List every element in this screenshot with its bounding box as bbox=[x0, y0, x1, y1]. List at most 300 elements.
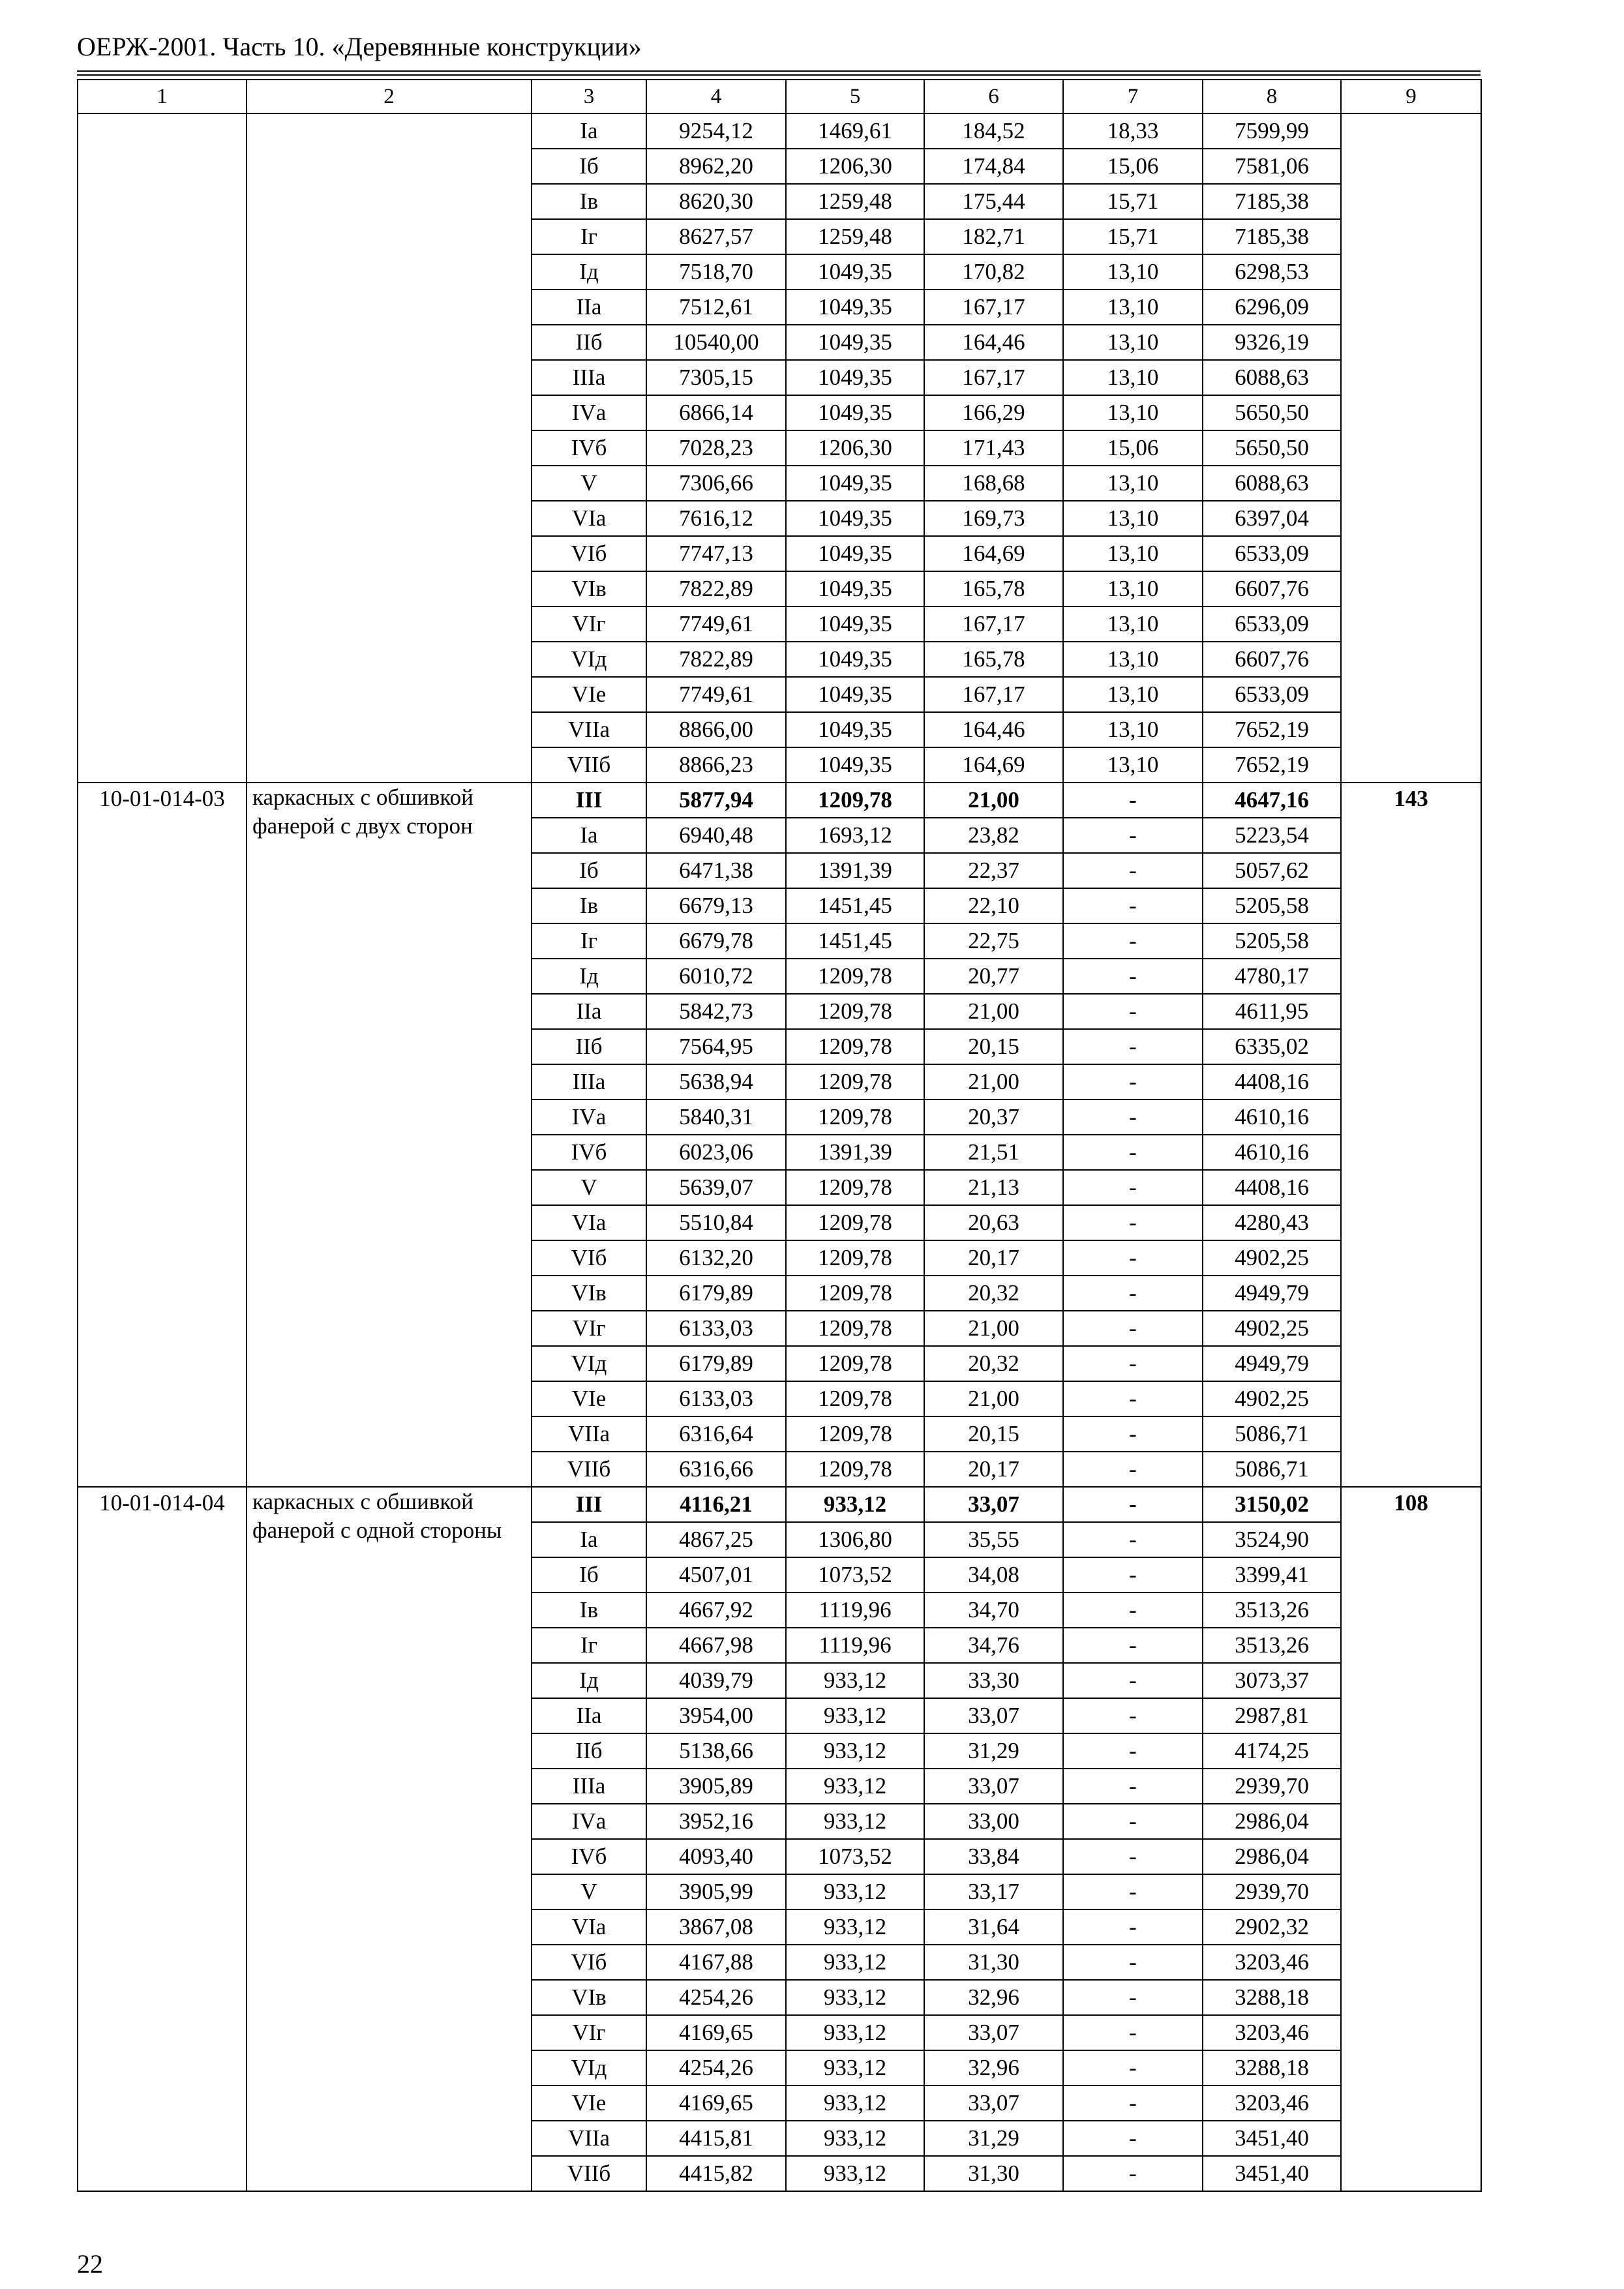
machine-cost-cell: 22,10 bbox=[924, 888, 1063, 923]
zone-cell: VIд bbox=[532, 642, 646, 677]
column-number-row bbox=[78, 80, 1481, 113]
materials-cell: 6296,09 bbox=[1203, 290, 1341, 325]
materials-cell: 7185,38 bbox=[1203, 219, 1341, 254]
machinist-wages-cell: - bbox=[1063, 1733, 1203, 1769]
total-cost-cell: 6133,03 bbox=[646, 1381, 786, 1416]
total-cost-cell: 8962,20 bbox=[646, 149, 786, 184]
machine-cost-cell: 31,30 bbox=[924, 1945, 1063, 1980]
machine-cost-cell: 182,71 bbox=[924, 219, 1063, 254]
total-cost-cell: 4093,40 bbox=[646, 1839, 786, 1874]
total-cost-cell: 5877,94 bbox=[646, 783, 786, 818]
machine-cost-cell: 20,63 bbox=[924, 1205, 1063, 1240]
total-cost-cell: 4254,26 bbox=[646, 2050, 786, 2086]
wages-cell: 1391,39 bbox=[786, 853, 924, 888]
total-cost-cell: 6132,20 bbox=[646, 1240, 786, 1276]
column-number: 5 bbox=[786, 80, 924, 113]
zone-cell: VIв bbox=[532, 571, 646, 606]
materials-cell: 3451,40 bbox=[1203, 2156, 1341, 2191]
zone-cell: V bbox=[532, 1170, 646, 1205]
zone-cell: IVа bbox=[532, 1804, 646, 1839]
zone-cell: VIIа bbox=[532, 712, 646, 747]
wages-cell: 933,12 bbox=[786, 1980, 924, 2015]
column-number: 8 bbox=[1203, 80, 1341, 113]
total-cost-cell: 6010,72 bbox=[646, 959, 786, 994]
machinist-wages-cell: - bbox=[1063, 1909, 1203, 1945]
machinist-wages-cell: - bbox=[1063, 1557, 1203, 1593]
zone-cell: IIб bbox=[532, 1029, 646, 1064]
wages-cell: 1049,35 bbox=[786, 360, 924, 395]
materials-cell: 2986,04 bbox=[1203, 1804, 1341, 1839]
machinist-wages-cell: 13,10 bbox=[1063, 290, 1203, 325]
materials-cell: 6533,09 bbox=[1203, 536, 1341, 571]
machinist-wages-cell: 13,10 bbox=[1063, 360, 1203, 395]
materials-cell: 3513,26 bbox=[1203, 1593, 1341, 1628]
total-cost-cell: 6179,89 bbox=[646, 1346, 786, 1381]
wages-cell: 933,12 bbox=[786, 1698, 924, 1733]
zone-cell: VIа bbox=[532, 1909, 646, 1945]
materials-cell: 2986,04 bbox=[1203, 1839, 1341, 1874]
machine-cost-cell: 165,78 bbox=[924, 642, 1063, 677]
wages-cell: 1209,78 bbox=[786, 1416, 924, 1452]
materials-cell: 9326,19 bbox=[1203, 325, 1341, 360]
price-table bbox=[77, 79, 1482, 2192]
total-cost-cell: 4667,98 bbox=[646, 1628, 786, 1663]
machinist-wages-cell: - bbox=[1063, 1663, 1203, 1698]
materials-cell: 3288,18 bbox=[1203, 2050, 1341, 2086]
machine-cost-cell: 164,46 bbox=[924, 712, 1063, 747]
wages-cell: 1049,35 bbox=[786, 606, 924, 642]
total-cost-cell: 3867,08 bbox=[646, 1909, 786, 1945]
zone-cell: Iа bbox=[532, 113, 646, 149]
materials-cell: 6533,09 bbox=[1203, 677, 1341, 712]
materials-cell: 7652,19 bbox=[1203, 712, 1341, 747]
zone-cell: Iб bbox=[532, 853, 646, 888]
machinist-wages-cell: - bbox=[1063, 1100, 1203, 1135]
machinist-wages-cell: - bbox=[1063, 888, 1203, 923]
table-body bbox=[78, 80, 1481, 2191]
materials-cell: 6533,09 bbox=[1203, 606, 1341, 642]
zone-cell: IIIа bbox=[532, 1064, 646, 1100]
machine-cost-cell: 33,00 bbox=[924, 1804, 1063, 1839]
table-row-base bbox=[78, 1487, 1481, 1522]
total-cost-cell: 5639,07 bbox=[646, 1170, 786, 1205]
total-cost-cell: 4415,81 bbox=[646, 2121, 786, 2156]
total-cost-cell: 7616,12 bbox=[646, 501, 786, 536]
machine-cost-cell: 20,37 bbox=[924, 1100, 1063, 1135]
total-cost-cell: 4415,82 bbox=[646, 2156, 786, 2191]
wages-cell: 1209,78 bbox=[786, 959, 924, 994]
materials-cell: 4610,16 bbox=[1203, 1135, 1341, 1170]
wages-cell: 1073,52 bbox=[786, 1839, 924, 1874]
wages-cell: 933,12 bbox=[786, 1874, 924, 1909]
zone-cell: Iд bbox=[532, 959, 646, 994]
total-cost-cell: 7822,89 bbox=[646, 571, 786, 606]
column-number: 2 bbox=[247, 80, 532, 113]
page-number: 22 bbox=[77, 2249, 103, 2279]
materials-cell: 4610,16 bbox=[1203, 1100, 1341, 1135]
wages-cell: 933,12 bbox=[786, 1909, 924, 1945]
machinist-wages-cell: - bbox=[1063, 1064, 1203, 1100]
zone-cell: VIа bbox=[532, 501, 646, 536]
total-cost-cell: 4116,21 bbox=[646, 1487, 786, 1522]
machinist-wages-cell: - bbox=[1063, 1487, 1203, 1522]
materials-cell: 4949,79 bbox=[1203, 1276, 1341, 1311]
zone-cell: VIIб bbox=[532, 1452, 646, 1487]
wages-cell: 933,12 bbox=[786, 2156, 924, 2191]
machine-cost-cell: 169,73 bbox=[924, 501, 1063, 536]
machinist-wages-cell: - bbox=[1063, 1628, 1203, 1663]
total-cost-cell: 4254,26 bbox=[646, 1980, 786, 2015]
machinist-wages-cell: - bbox=[1063, 1029, 1203, 1064]
machine-cost-cell: 31,64 bbox=[924, 1909, 1063, 1945]
zone-cell: IVа bbox=[532, 1100, 646, 1135]
machinist-wages-cell: - bbox=[1063, 1416, 1203, 1452]
machinist-wages-cell: - bbox=[1063, 818, 1203, 853]
machinist-wages-cell: - bbox=[1063, 2015, 1203, 2050]
zone-cell: Iг bbox=[532, 219, 646, 254]
wages-cell: 1259,48 bbox=[786, 184, 924, 219]
zone-cell: VIIб bbox=[532, 747, 646, 783]
total-cost-cell: 3905,89 bbox=[646, 1769, 786, 1804]
zone-cell: VIб bbox=[532, 536, 646, 571]
machine-cost-cell: 167,17 bbox=[924, 360, 1063, 395]
zone-cell: VIIб bbox=[532, 2156, 646, 2191]
materials-cell: 6607,76 bbox=[1203, 571, 1341, 606]
machine-cost-cell: 184,52 bbox=[924, 113, 1063, 149]
zone-cell: VIв bbox=[532, 1980, 646, 2015]
wages-cell: 1259,48 bbox=[786, 219, 924, 254]
total-cost-cell: 8866,00 bbox=[646, 712, 786, 747]
machinist-wages-cell: 13,10 bbox=[1063, 642, 1203, 677]
machinist-wages-cell: 13,10 bbox=[1063, 712, 1203, 747]
machinist-wages-cell: - bbox=[1063, 1170, 1203, 1205]
total-cost-cell: 9254,12 bbox=[646, 113, 786, 149]
machinist-wages-cell: - bbox=[1063, 1276, 1203, 1311]
machine-cost-cell: 33,84 bbox=[924, 1839, 1063, 1874]
total-cost-cell: 5840,31 bbox=[646, 1100, 786, 1135]
total-cost-cell: 6940,48 bbox=[646, 818, 786, 853]
total-cost-cell: 8620,30 bbox=[646, 184, 786, 219]
wages-cell: 1451,45 bbox=[786, 923, 924, 959]
machinist-wages-cell: - bbox=[1063, 1381, 1203, 1416]
machinist-wages-cell: 18,33 bbox=[1063, 113, 1203, 149]
machine-cost-cell: 33,07 bbox=[924, 1698, 1063, 1733]
zone-cell: Iа bbox=[532, 1522, 646, 1557]
machine-cost-cell: 164,46 bbox=[924, 325, 1063, 360]
total-cost-cell: 10540,00 bbox=[646, 325, 786, 360]
machinist-wages-cell: 13,10 bbox=[1063, 606, 1203, 642]
wages-cell: 1209,78 bbox=[786, 1100, 924, 1135]
total-cost-cell: 6866,14 bbox=[646, 395, 786, 430]
total-cost-cell: 3905,99 bbox=[646, 1874, 786, 1909]
materials-cell: 4949,79 bbox=[1203, 1346, 1341, 1381]
zone-cell: VIб bbox=[532, 1945, 646, 1980]
materials-cell: 5650,50 bbox=[1203, 430, 1341, 466]
zone-cell: IVб bbox=[532, 1839, 646, 1874]
total-cost-cell: 6316,66 bbox=[646, 1452, 786, 1487]
wages-cell: 1049,35 bbox=[786, 395, 924, 430]
machine-cost-cell: 32,96 bbox=[924, 1980, 1063, 2015]
materials-cell: 4902,25 bbox=[1203, 1240, 1341, 1276]
machinist-wages-cell: - bbox=[1063, 2086, 1203, 2121]
description-cell: каркасных с обшивкой фанерой с двух сторон bbox=[247, 783, 532, 1487]
wages-cell: 933,12 bbox=[786, 1733, 924, 1769]
code-cell: 10-01-014-04 bbox=[78, 1487, 247, 2191]
materials-cell: 5205,58 bbox=[1203, 923, 1341, 959]
machine-cost-cell: 174,84 bbox=[924, 149, 1063, 184]
machine-cost-cell: 21,51 bbox=[924, 1135, 1063, 1170]
machinist-wages-cell: - bbox=[1063, 1135, 1203, 1170]
materials-cell: 5086,71 bbox=[1203, 1416, 1341, 1452]
machinist-wages-cell: - bbox=[1063, 2156, 1203, 2191]
wages-cell: 933,12 bbox=[786, 1487, 924, 1522]
machine-cost-cell: 32,96 bbox=[924, 2050, 1063, 2086]
materials-cell: 5086,71 bbox=[1203, 1452, 1341, 1487]
wages-cell: 933,12 bbox=[786, 1945, 924, 1980]
total-cost-cell: 6679,78 bbox=[646, 923, 786, 959]
total-cost-cell: 7028,23 bbox=[646, 430, 786, 466]
zone-cell: IIб bbox=[532, 325, 646, 360]
zone-cell: VIг bbox=[532, 606, 646, 642]
materials-cell: 6088,63 bbox=[1203, 360, 1341, 395]
materials-cell: 2987,81 bbox=[1203, 1698, 1341, 1733]
machine-cost-cell: 34,08 bbox=[924, 1557, 1063, 1593]
wages-cell: 1209,78 bbox=[786, 1452, 924, 1487]
machinist-wages-cell: - bbox=[1063, 1522, 1203, 1557]
zone-cell: IIа bbox=[532, 290, 646, 325]
zone-cell: VIг bbox=[532, 2015, 646, 2050]
machine-cost-cell: 20,15 bbox=[924, 1416, 1063, 1452]
wages-cell: 1209,78 bbox=[786, 1381, 924, 1416]
wages-cell: 1049,35 bbox=[786, 325, 924, 360]
wages-cell: 1209,78 bbox=[786, 1276, 924, 1311]
total-cost-cell: 7749,61 bbox=[646, 606, 786, 642]
zone-cell: IVб bbox=[532, 430, 646, 466]
wages-cell: 1209,78 bbox=[786, 1029, 924, 1064]
wages-cell: 1209,78 bbox=[786, 1170, 924, 1205]
materials-cell: 3524,90 bbox=[1203, 1522, 1341, 1557]
wages-cell: 1206,30 bbox=[786, 149, 924, 184]
machine-cost-cell: 33,07 bbox=[924, 2086, 1063, 2121]
machine-cost-cell: 31,29 bbox=[924, 2121, 1063, 2156]
code-cell: 10-01-014-03 bbox=[78, 783, 247, 1487]
machinist-wages-cell: - bbox=[1063, 1769, 1203, 1804]
zone-cell: V bbox=[532, 466, 646, 501]
machinist-wages-cell: 13,10 bbox=[1063, 571, 1203, 606]
wages-cell: 1209,78 bbox=[786, 783, 924, 818]
machine-cost-cell: 21,00 bbox=[924, 783, 1063, 818]
materials-cell: 3203,46 bbox=[1203, 2086, 1341, 2121]
materials-cell: 5205,58 bbox=[1203, 888, 1341, 923]
machine-cost-cell: 33,17 bbox=[924, 1874, 1063, 1909]
zone-cell: III bbox=[532, 1487, 646, 1522]
machine-cost-cell: 175,44 bbox=[924, 184, 1063, 219]
machinist-wages-cell: - bbox=[1063, 2050, 1203, 2086]
materials-cell: 4611,95 bbox=[1203, 994, 1341, 1029]
total-cost-cell: 6133,03 bbox=[646, 1311, 786, 1346]
zone-cell: IIб bbox=[532, 1733, 646, 1769]
materials-cell: 6088,63 bbox=[1203, 466, 1341, 501]
machine-cost-cell: 165,78 bbox=[924, 571, 1063, 606]
total-cost-cell: 6316,64 bbox=[646, 1416, 786, 1452]
machine-cost-cell: 21,13 bbox=[924, 1170, 1063, 1205]
materials-cell: 2939,70 bbox=[1203, 1769, 1341, 1804]
wages-cell: 933,12 bbox=[786, 1769, 924, 1804]
total-cost-cell: 7747,13 bbox=[646, 536, 786, 571]
materials-cell: 4902,25 bbox=[1203, 1311, 1341, 1346]
labor-cell: 108 bbox=[1341, 1487, 1481, 2191]
total-cost-cell: 7306,66 bbox=[646, 466, 786, 501]
zone-cell: Iд bbox=[532, 254, 646, 290]
zone-cell: VIа bbox=[532, 1205, 646, 1240]
machinist-wages-cell: - bbox=[1063, 853, 1203, 888]
total-cost-cell: 7822,89 bbox=[646, 642, 786, 677]
machine-cost-cell: 21,00 bbox=[924, 994, 1063, 1029]
total-cost-cell: 6023,06 bbox=[646, 1135, 786, 1170]
machinist-wages-cell: - bbox=[1063, 1311, 1203, 1346]
labor-cell bbox=[1341, 113, 1481, 783]
zone-cell: IIа bbox=[532, 994, 646, 1029]
wages-cell: 1049,35 bbox=[786, 254, 924, 290]
machine-cost-cell: 20,17 bbox=[924, 1452, 1063, 1487]
code-cell bbox=[78, 113, 247, 783]
column-number: 1 bbox=[78, 80, 247, 113]
materials-cell: 4408,16 bbox=[1203, 1170, 1341, 1205]
materials-cell: 2939,70 bbox=[1203, 1874, 1341, 1909]
machine-cost-cell: 33,07 bbox=[924, 1769, 1063, 1804]
machine-cost-cell: 166,29 bbox=[924, 395, 1063, 430]
zone-cell: IVа bbox=[532, 395, 646, 430]
machine-cost-cell: 167,17 bbox=[924, 606, 1063, 642]
machinist-wages-cell: - bbox=[1063, 959, 1203, 994]
zone-cell: VIд bbox=[532, 1346, 646, 1381]
total-cost-cell: 8866,23 bbox=[646, 747, 786, 783]
wages-cell: 933,12 bbox=[786, 2086, 924, 2121]
wages-cell: 1049,35 bbox=[786, 536, 924, 571]
machinist-wages-cell: 13,10 bbox=[1063, 254, 1203, 290]
wages-cell: 1073,52 bbox=[786, 1557, 924, 1593]
machinist-wages-cell: - bbox=[1063, 783, 1203, 818]
wages-cell: 1209,78 bbox=[786, 1346, 924, 1381]
zone-cell: VIг bbox=[532, 1311, 646, 1346]
machinist-wages-cell: 15,71 bbox=[1063, 184, 1203, 219]
materials-cell: 4780,17 bbox=[1203, 959, 1341, 994]
materials-cell: 6607,76 bbox=[1203, 642, 1341, 677]
header-rule bbox=[77, 70, 1481, 72]
machine-cost-cell: 164,69 bbox=[924, 536, 1063, 571]
machinist-wages-cell: - bbox=[1063, 2121, 1203, 2156]
materials-cell: 7185,38 bbox=[1203, 184, 1341, 219]
machine-cost-cell: 20,17 bbox=[924, 1240, 1063, 1276]
machinist-wages-cell: 13,10 bbox=[1063, 466, 1203, 501]
machine-cost-cell: 167,17 bbox=[924, 290, 1063, 325]
machine-cost-cell: 33,30 bbox=[924, 1663, 1063, 1698]
machinist-wages-cell: 13,10 bbox=[1063, 747, 1203, 783]
zone-cell: Iб bbox=[532, 149, 646, 184]
wages-cell: 1049,35 bbox=[786, 642, 924, 677]
zone-cell: Iд bbox=[532, 1663, 646, 1698]
total-cost-cell: 4039,79 bbox=[646, 1663, 786, 1698]
wages-cell: 1049,35 bbox=[786, 290, 924, 325]
description-cell bbox=[247, 113, 532, 783]
machine-cost-cell: 171,43 bbox=[924, 430, 1063, 466]
machinist-wages-cell: - bbox=[1063, 1240, 1203, 1276]
total-cost-cell: 4667,92 bbox=[646, 1593, 786, 1628]
wages-cell: 1049,35 bbox=[786, 466, 924, 501]
wages-cell: 1049,35 bbox=[786, 747, 924, 783]
machine-cost-cell: 31,30 bbox=[924, 2156, 1063, 2191]
machine-cost-cell: 34,76 bbox=[924, 1628, 1063, 1663]
materials-cell: 4408,16 bbox=[1203, 1064, 1341, 1100]
zone-cell: Iа bbox=[532, 818, 646, 853]
machinist-wages-cell: - bbox=[1063, 1205, 1203, 1240]
zone-cell: Iв bbox=[532, 1593, 646, 1628]
materials-cell: 5223,54 bbox=[1203, 818, 1341, 853]
machine-cost-cell: 20,77 bbox=[924, 959, 1063, 994]
labor-cell: 143 bbox=[1341, 783, 1481, 1487]
wages-cell: 1451,45 bbox=[786, 888, 924, 923]
total-cost-cell: 5138,66 bbox=[646, 1733, 786, 1769]
machinist-wages-cell: - bbox=[1063, 923, 1203, 959]
zone-cell: VIе bbox=[532, 677, 646, 712]
zone-cell: VIе bbox=[532, 1381, 646, 1416]
wages-cell: 933,12 bbox=[786, 2015, 924, 2050]
machinist-wages-cell: - bbox=[1063, 1346, 1203, 1381]
machinist-wages-cell: - bbox=[1063, 1980, 1203, 2015]
machine-cost-cell: 22,37 bbox=[924, 853, 1063, 888]
total-cost-cell: 3954,00 bbox=[646, 1698, 786, 1733]
wages-cell: 933,12 bbox=[786, 2050, 924, 2086]
column-number: 6 bbox=[924, 80, 1063, 113]
zone-cell: IIIа bbox=[532, 360, 646, 395]
wages-cell: 1209,78 bbox=[786, 1311, 924, 1346]
zone-cell: VIв bbox=[532, 1276, 646, 1311]
machine-cost-cell: 21,00 bbox=[924, 1064, 1063, 1100]
zone-cell: VIе bbox=[532, 2086, 646, 2121]
zone-cell: VIд bbox=[532, 2050, 646, 2086]
wages-cell: 1049,35 bbox=[786, 501, 924, 536]
wages-cell: 1306,80 bbox=[786, 1522, 924, 1557]
zone-cell: IIа bbox=[532, 1698, 646, 1733]
header-rule bbox=[77, 74, 1481, 76]
description-cell: каркасных с обшивкой фанерой с одной стороны bbox=[247, 1487, 532, 2191]
total-cost-cell: 5510,84 bbox=[646, 1205, 786, 1240]
total-cost-cell: 4167,88 bbox=[646, 1945, 786, 1980]
machinist-wages-cell: 13,10 bbox=[1063, 501, 1203, 536]
total-cost-cell: 4169,65 bbox=[646, 2015, 786, 2050]
zone-cell: Iг bbox=[532, 1628, 646, 1663]
materials-cell: 6298,53 bbox=[1203, 254, 1341, 290]
materials-cell: 6335,02 bbox=[1203, 1029, 1341, 1064]
machine-cost-cell: 20,32 bbox=[924, 1276, 1063, 1311]
wages-cell: 933,12 bbox=[786, 1804, 924, 1839]
materials-cell: 4902,25 bbox=[1203, 1381, 1341, 1416]
wages-cell: 1693,12 bbox=[786, 818, 924, 853]
total-cost-cell: 4507,01 bbox=[646, 1557, 786, 1593]
materials-cell: 5057,62 bbox=[1203, 853, 1341, 888]
materials-cell: 3203,46 bbox=[1203, 1945, 1341, 1980]
total-cost-cell: 6179,89 bbox=[646, 1276, 786, 1311]
machinist-wages-cell: - bbox=[1063, 1593, 1203, 1628]
materials-cell: 3150,02 bbox=[1203, 1487, 1341, 1522]
column-number: 7 bbox=[1063, 80, 1203, 113]
zone-cell: Iб bbox=[532, 1557, 646, 1593]
machine-cost-cell: 23,82 bbox=[924, 818, 1063, 853]
zone-cell: IIIа bbox=[532, 1769, 646, 1804]
machinist-wages-cell: 13,10 bbox=[1063, 395, 1203, 430]
machine-cost-cell: 33,07 bbox=[924, 2015, 1063, 2050]
wages-cell: 1049,35 bbox=[786, 712, 924, 747]
